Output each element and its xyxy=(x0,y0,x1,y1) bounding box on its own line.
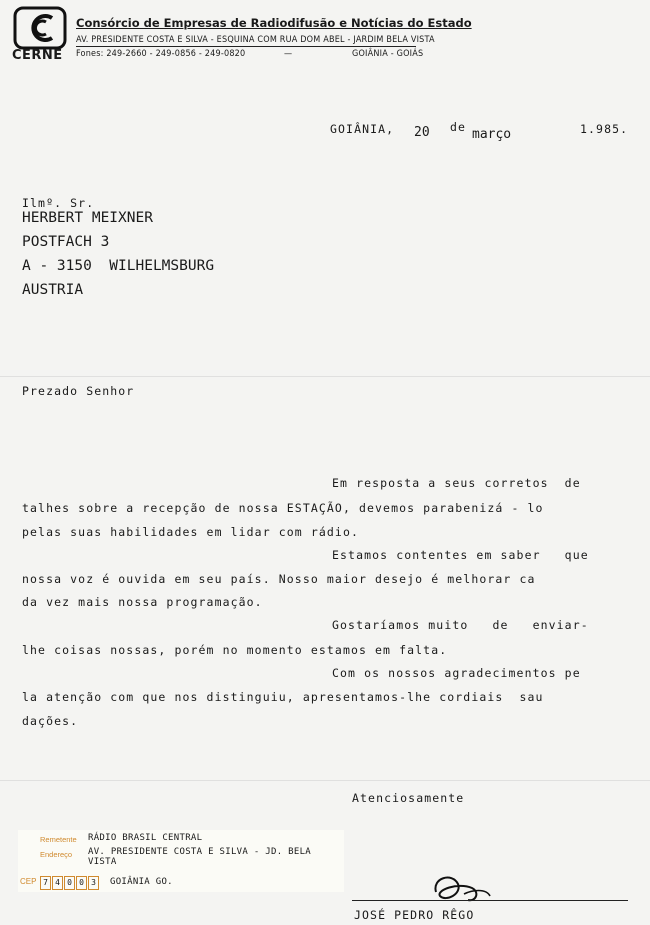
recipient-country: AUSTRIA xyxy=(22,282,84,298)
date-year: 1.985. xyxy=(580,122,629,136)
body-line: la atenção com que nos distinguiu, apresentamos-lhe cordiais sau xyxy=(22,690,544,704)
date-month: março xyxy=(472,127,512,142)
letterhead-address: AV. PRESIDENTE COSTA E SILVA - ESQUINA COM RUA DOM ABEL - JARDIM BELA VISTA xyxy=(76,35,435,45)
endereco-label: Endereço xyxy=(40,850,73,859)
body-line: Com os nossos agradecimentos pe xyxy=(332,666,581,680)
recipient-street: POSTFACH 3 xyxy=(22,234,110,250)
body-line: da vez mais nossa programação. xyxy=(22,595,263,609)
paper-fold xyxy=(0,376,650,377)
logo-text: CERNE xyxy=(12,48,63,63)
recipient-name: HERBERT MEIXNER xyxy=(22,210,153,226)
letterhead-dash: — xyxy=(284,49,293,59)
paper-fold xyxy=(0,780,650,781)
body-line: talhes sobre a recepção de nossa ESTAÇÃO, devemos parabenizá - lo xyxy=(22,501,544,515)
endereco-value: AV. PRESIDENTE COSTA E SILVA - JD. BELA VISTA xyxy=(88,847,312,867)
body-line: nossa voz é ouvida em seu país. Nosso maior desejo é melhorar ca xyxy=(22,572,536,586)
recipient-city: A - 3150 WILHELMSBURG xyxy=(22,258,215,274)
cep-digit: 0 xyxy=(76,876,87,890)
remetente-value: RÁDIO BRASIL CENTRAL xyxy=(88,833,203,843)
letterhead-city: GOIÂNIA - GOIÁS xyxy=(352,49,424,59)
letterhead-phones: Fones: 249-2660 - 249-0856 - 249-0820 xyxy=(76,49,246,59)
greeting: Prezado Senhor xyxy=(22,384,135,398)
cep-digit: 4 xyxy=(52,876,63,890)
closing: Atenciosamente xyxy=(352,791,465,805)
cep-label: CEP xyxy=(20,877,37,886)
body-line: Gostaríamos muito de enviar- xyxy=(332,618,589,632)
signature-line xyxy=(352,900,628,901)
cep-digit: 0 xyxy=(64,876,75,890)
date-de: de xyxy=(450,120,467,134)
body-line: Em resposta a seus corretos de xyxy=(332,476,581,490)
date-city: GOIÂNIA, xyxy=(330,122,395,136)
recipient-salutation: Ilmº. Sr. xyxy=(22,196,95,210)
sender-stamp xyxy=(18,830,344,892)
handwritten-signature-icon xyxy=(428,870,498,910)
body-line: dações. xyxy=(22,714,79,728)
body-line: pelas suas habilidades em lidar com rádio. xyxy=(22,525,359,539)
stamp-city: GOIÂNIA GO. xyxy=(110,877,173,887)
body-line: Estamos contentes em saber que xyxy=(332,548,589,562)
letterhead-title: Consórcio de Empresas de Radiodifusão e Notícias do Estado xyxy=(76,16,472,30)
signature-name: JOSÉ PEDRO RÊGO xyxy=(354,908,475,922)
cep-digit: 3 xyxy=(88,876,99,890)
cep-digit: 7 xyxy=(40,876,51,890)
date-day: 20 xyxy=(414,125,430,140)
letterhead-rule xyxy=(76,46,416,47)
body-line: lhe coisas nossas, porém no momento estamos em falta. xyxy=(22,643,448,657)
remetente-label: Remetente xyxy=(40,835,77,844)
